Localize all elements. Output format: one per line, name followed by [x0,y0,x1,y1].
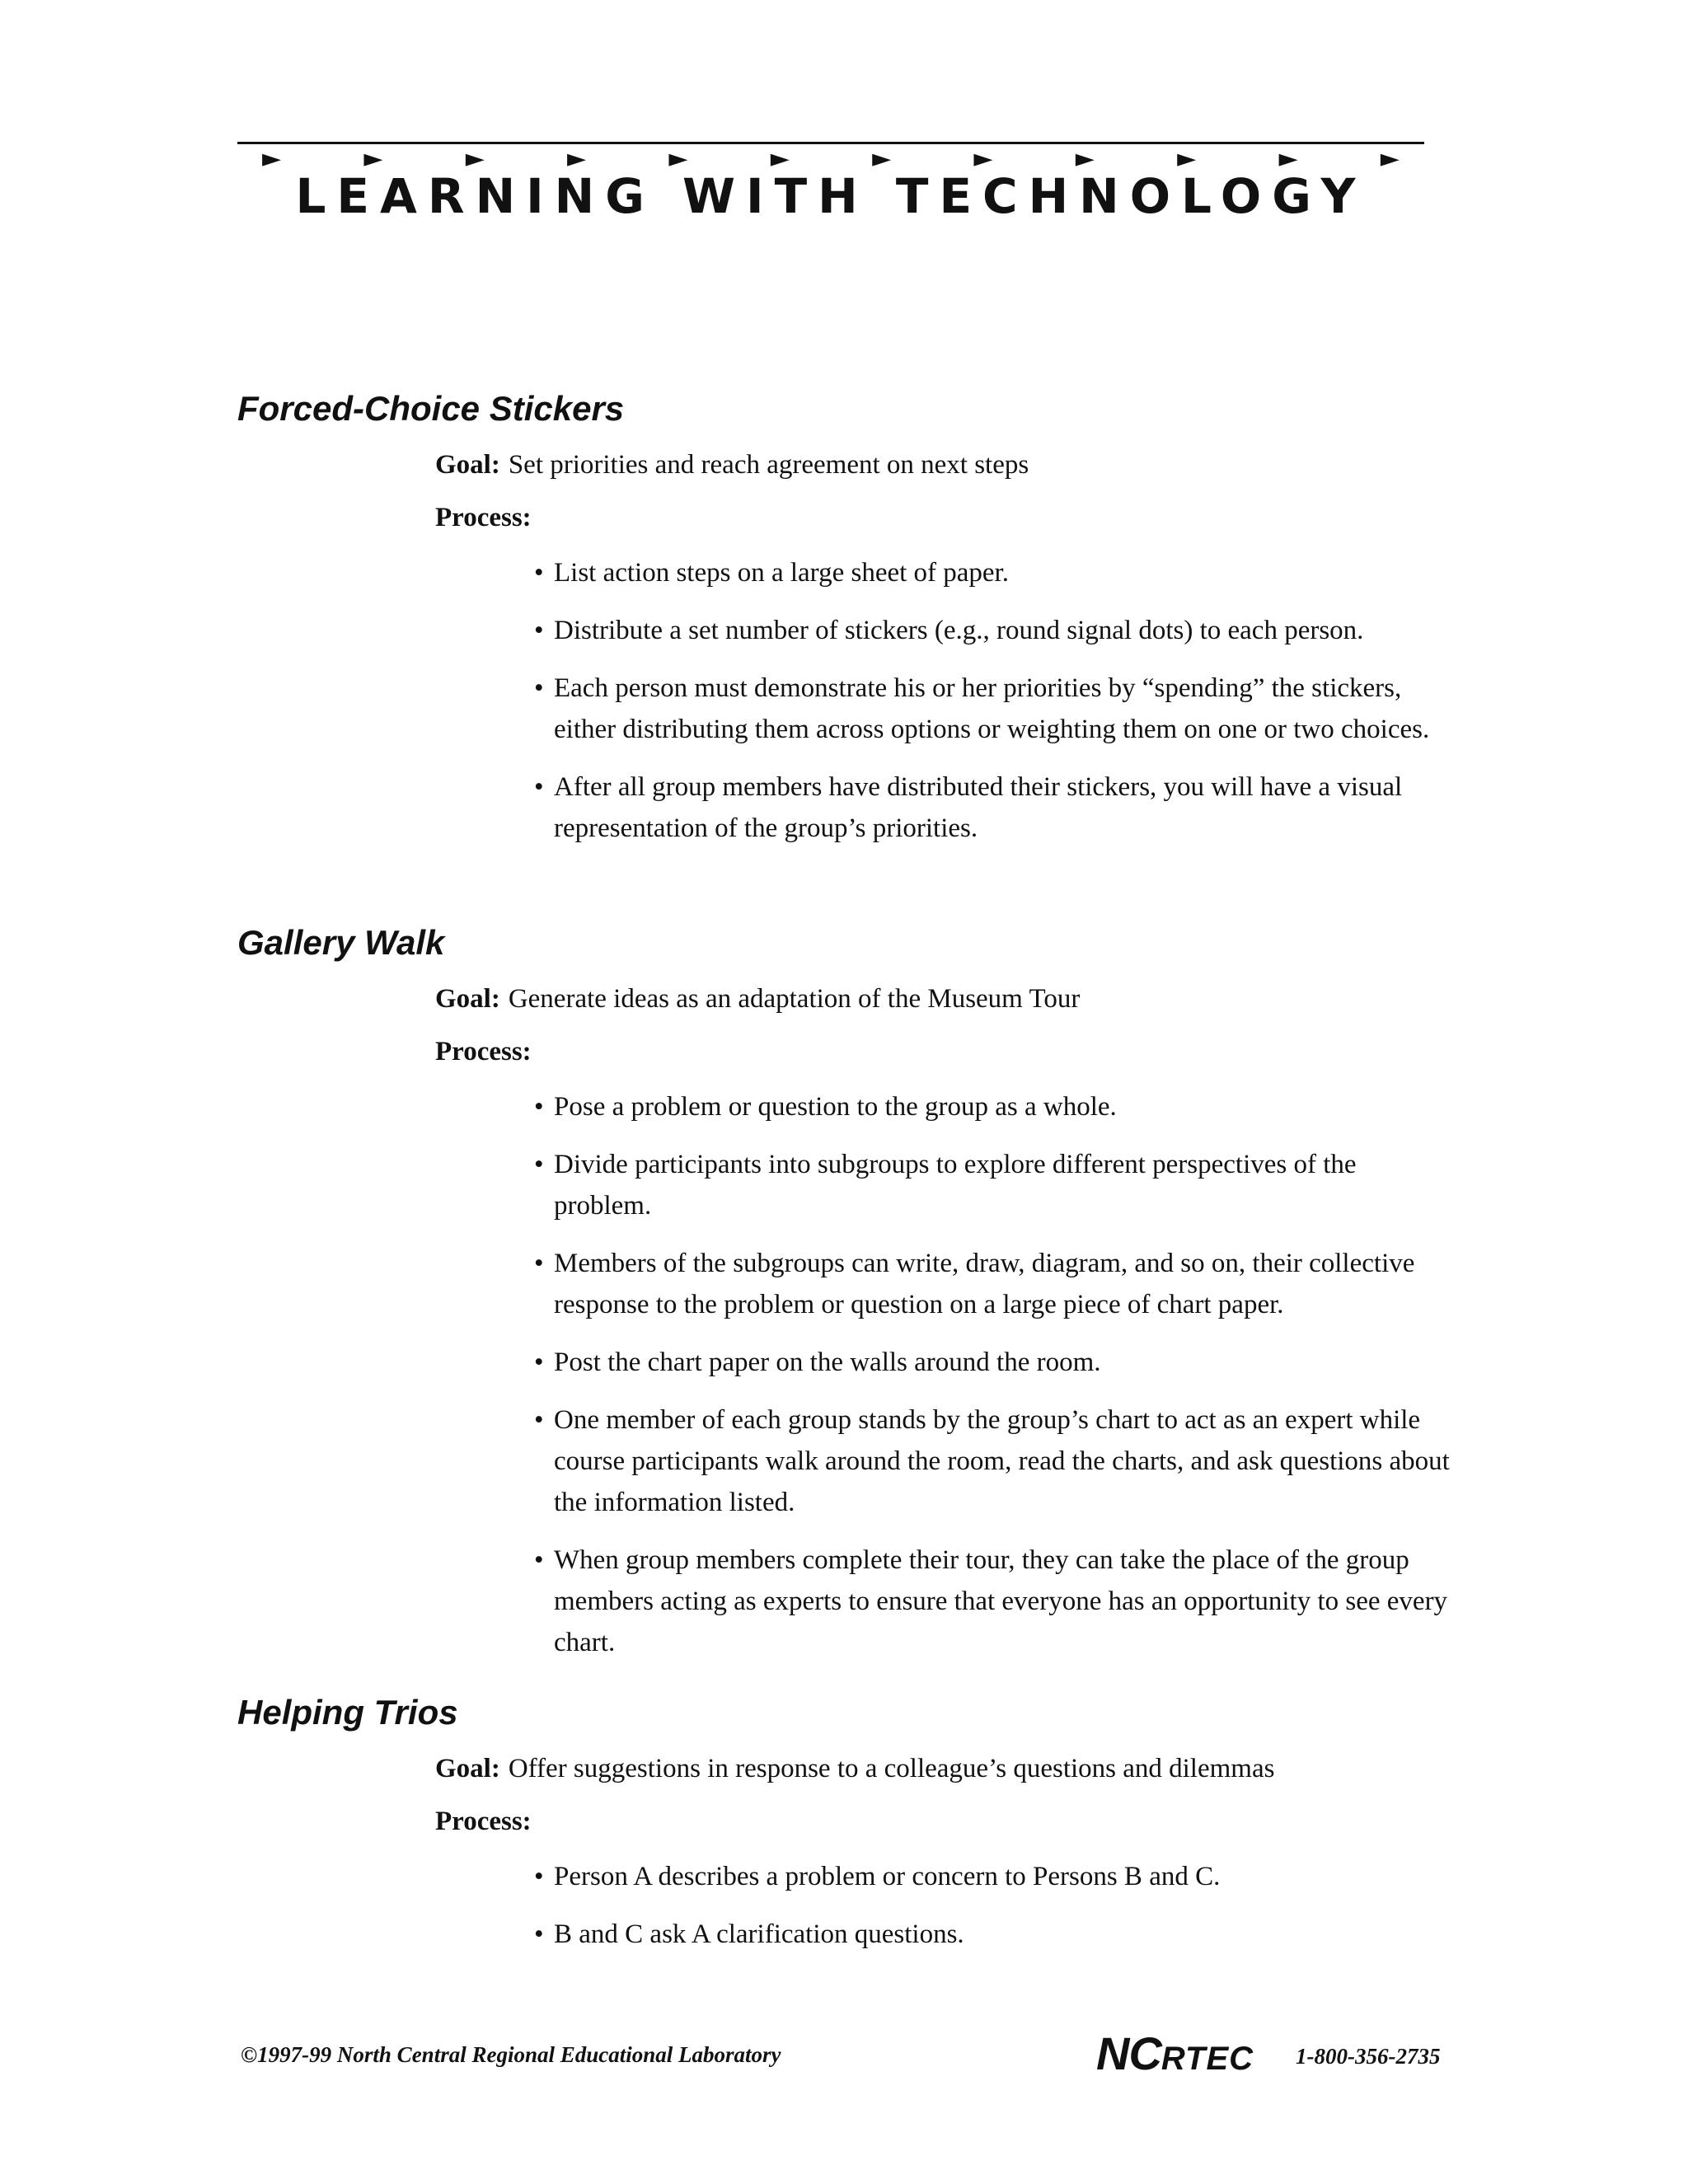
list-item: • Post the chart paper on the walls around the room. [534,1342,1457,1383]
list-item: • Pose a problem or question to the group as a whole. [534,1086,1457,1127]
goal-line [435,1750,1441,1787]
process-steps [534,1856,1457,1955]
goal-label: Goal: [435,1754,500,1783]
logo-big-letters: NC [1096,2027,1161,2079]
arrow-icon: ► [262,144,282,173]
process-label: Process: [435,1037,532,1066]
process-steps [534,552,1457,849]
page-header [237,142,1424,222]
section-title: Gallery Walk [237,923,445,962]
section-title: Helping Trios [237,1693,458,1732]
arrow-icon: ► [770,144,790,173]
goal-text: Offer suggestions in response to a colleague’s questions and dilemmas [508,1754,1275,1783]
arrow-icon: ► [1380,144,1400,173]
list-item: • Members of the subgroups can write, draw, diagram, and so on, their collective response to the problem or question on a large piece of chart paper. [534,1243,1457,1325]
section-helping-trios [237,1691,1441,1955]
list-item: • List action steps on a large sheet of paper. [534,552,1457,593]
ncrtec-logo [1096,2029,1254,2083]
logo-small-letters: RTEC [1160,2041,1254,2077]
section-forced-choice-stickers [237,387,1441,849]
section-gallery-walk [237,921,1450,1663]
goal-label: Goal: [435,450,500,480]
arrow-icon: ► [1278,144,1298,173]
arrow-icon: ► [1177,144,1197,173]
process-label: Process: [435,1807,532,1836]
list-item: • Person A describes a problem or concern to Persons B and C. [534,1856,1457,1897]
arrow-icon: ► [973,144,993,173]
arrow-icon: ► [567,144,587,173]
list-item: • B and C ask A clarification questions. [534,1914,1457,1955]
list-item: • Distribute a set number of stickers (e.g., round signal dots) to each person. [534,610,1457,651]
list-item: • Divide participants into subgroups to explore different perspectives of the problem. [534,1144,1457,1226]
goal-text: Set priorities and reach agreement on next steps [508,450,1029,480]
arrow-icon: ► [465,144,485,173]
list-item: • One member of each group stands by the group’s chart to act as an expert while course participants walk around the room, read the charts, and ask questions about the information listed. [534,1399,1457,1523]
section-title: Forced-Choice Stickers [237,389,625,428]
page-footer [241,2029,1444,2079]
list-item: • When group members complete their tour, they can take the place of the group members acting as experts to ensure that everyone has an opportunity to see every chart. [534,1540,1457,1663]
arrow-icon: ► [668,144,688,173]
footer-phone: 1-800-356-2735 [1296,2044,1441,2069]
goal-line [435,447,1441,483]
arrow-icon: ► [872,144,892,173]
process-label: Process: [435,503,532,532]
list-item: • After all group members have distributed their stickers, you will have a visual representation of the group’s priorities. [534,766,1457,849]
header-title: LEARNING WITH TECHNOLOGY [295,168,1367,224]
list-item: • Each person must demonstrate his or her priorities by “spending” the stickers, either distributing them across options or weighting them on one or two choices. [534,668,1457,750]
arrow-icon: ► [363,144,383,173]
header-arrow-row [237,144,1424,173]
footer-copyright: ©1997-99 North Central Regional Educational Laboratory [241,2042,781,2067]
goal-line [435,981,1441,1017]
goal-label: Goal: [435,984,500,1014]
process-steps [534,1086,1457,1663]
arrow-icon: ► [1075,144,1095,173]
goal-text: Generate ideas as an adaptation of the Museum Tour [508,984,1081,1014]
